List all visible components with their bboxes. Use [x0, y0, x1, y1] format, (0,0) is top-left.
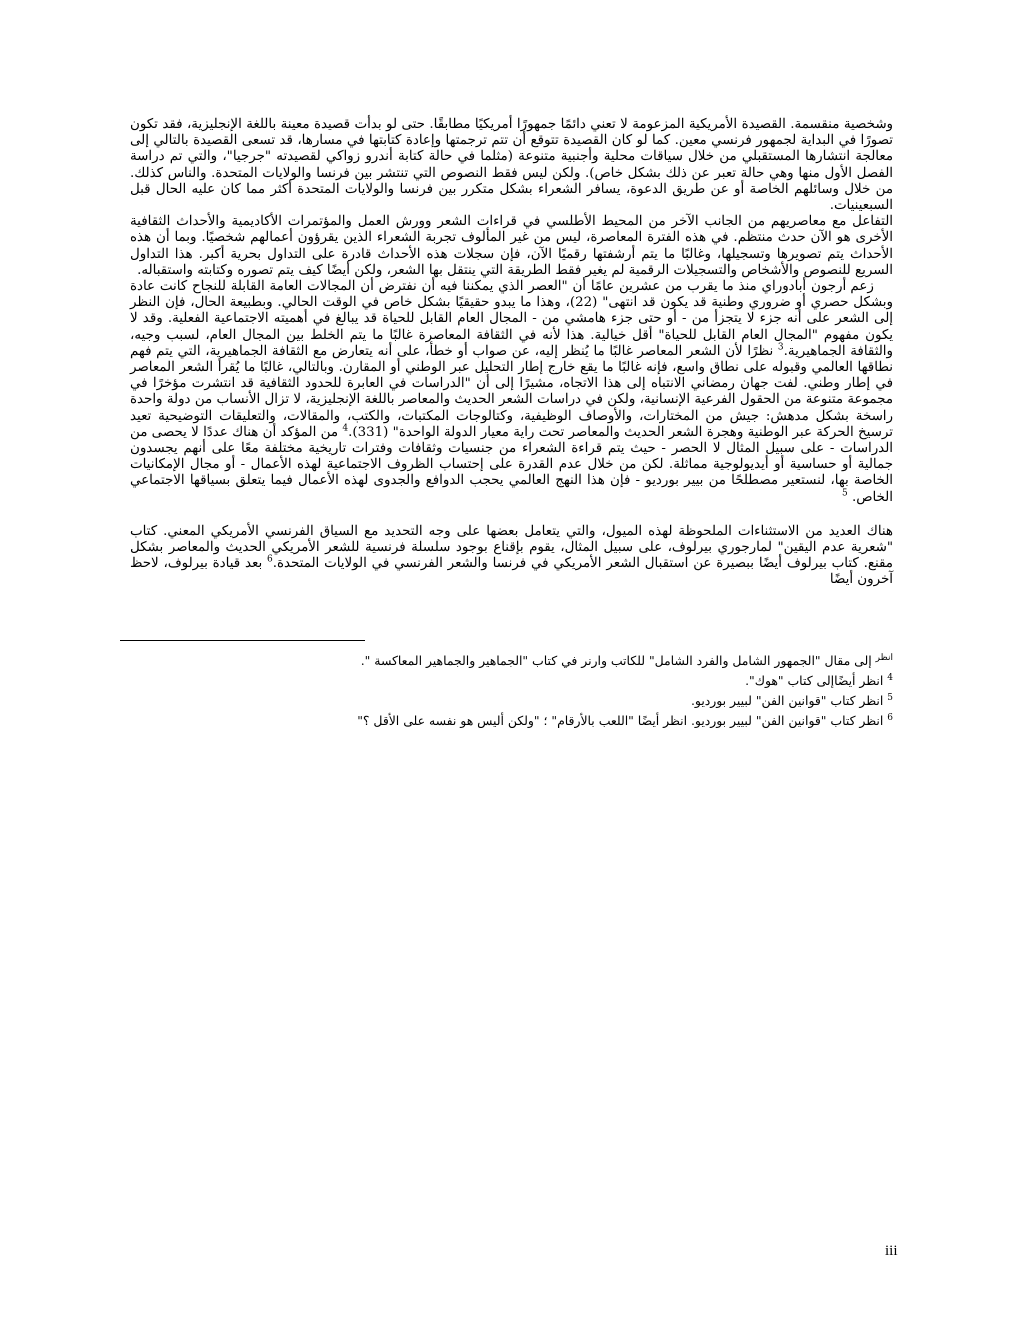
- footnote: [180, 671, 893, 691]
- footnote-text: انظر كتاب "قوانين الفن" لبيير بورديو.: [690, 693, 888, 708]
- footnotes: [180, 651, 893, 731]
- footnote-mark: 6: [887, 712, 893, 723]
- footnote-divider: [120, 640, 365, 641]
- footnote-mark: 4: [887, 672, 893, 683]
- footnote: [180, 691, 893, 711]
- footnote-ref: 5: [842, 488, 848, 499]
- footnote-text: انظر كتاب "قوانين الفن" لبيير بورديو. انظر أيضًا "اللعب بالأرقام" ؛ "ولكن أليس هو نفسه على الأقل ؟": [357, 713, 888, 728]
- body-text: [130, 117, 893, 589]
- footnote-text: انظر أيضًاإلى كتاب "هوك".: [745, 673, 888, 688]
- footnote-ref: 3: [777, 342, 784, 353]
- paragraph-text: التفاعل مع معاصريهم من الجانب الآخر من المحيط الأطلسي في قراءات الشعر وورش العمل والمؤتمرات الأكاديمية والأحداث الثقافية الأخرى هو الآن حدث منتظم. في هذه الفترة المعاصرة، ليس من غير المألوف تجربة الشعراء الذين يقرؤون أعمالهم شخصيًا. وبما أن هذه الأحداث يتم تصويرها وتسجيلها، وغالبًا ما يتم أرشفتها رقميًا الآن، فإن سجلات هذه الأحداث قادرة على التداول بحرية أكبر. هذا التداول السريع للنصوص والأشخاص والتسجيلات الرقمية لم يغير فقط الطريقة التي ينتقل بها الشعر، ولكن أيضًا كيف يتم تصوره وكتابته واستقباله.: [130, 214, 893, 278]
- paragraph-text: بعد قيادة بيرلوف، لاحظ آخرون أيضًا: [130, 556, 893, 588]
- paragraph-text: زعم أرجون أبادوراي منذ ما يقرب من عشرين عامًا أن "العصر الذي يمكننا فيه أن نفترض أن المجالات العامة القابلة للنجاح كانت عادة وبشكل حصري أو ضروري وطنية قد يكون قد انتهى" (22)، وهذا ما يبدو حقيقيًا بشكل خاص في الوقت الحالي. وبطبيعة الحال، فإن النظر إلى الشعر على أنه جزء لا يتجزأ من - أو حتى جزء هامشي من - المجال العام القابل للحياة قد يبالغ في أهميته الاجتماعية الفعلية. وقد لا يكون مفهوم "المجال العام القابل للحياة" أقل خيالية. هذا لأنه في الثقافة المعاصرة غالبًا ما يتم الخلط بين المجال العام، لسبب وجيه، والثقافة الجماهيرية.: [130, 279, 893, 359]
- paragraph: [130, 214, 893, 279]
- footnote-mark: 5: [887, 692, 893, 703]
- footnote-ref: 6: [267, 554, 273, 565]
- footnote-ref: 4: [342, 423, 349, 434]
- paragraph-text: نظرًا لأن الشعر المعاصر غالبًا ما يُنظر إليه، عن صواب أو خطأ، على أنه يتعارض مع الثقافة الجماهيرية، التي يتم فهم نطاقها العالمي وقبوله على نطاق واسع، فإنه غالبًا ما يقع خارج إطار التحليل عبر الوطني أو المقارن. وبالتالي، غالبًا ما يُقرأ الشعر المعاصر في إطار وطني. لفت جهان رمضاني الانتباه إلى هذا الاتجاه، مشيرًا إلى أن "الدراسات في العابرة للحدود الثقافية قد انتشرت مؤخرًا في مجموعة متنوعة من الحقول الفرعية الإنسانية، ولكن في دراسات الشعر الحديث والمعاصر باللغة الإنجليزية، لا تزال الأنساب من دولة واحدة راسخة بشكل مدهش: جيش من المختارات، والأوصاف الوظيفية، وكتالوجات المكتبات، والكتب، والمقالات، والتعليقات التوضيحية تعيد ترسيخ الحركة عبر الوطنية وهجرة الشعر الحديث والمعاصر تحت راية معيار الدولة الواحدة" (331).: [130, 343, 893, 440]
- footnote-mark: انظر: [875, 652, 893, 663]
- paragraph-text: من المؤكد أن هناك عددًا لا يحصى من الدراسات - على سبيل المثال لا الحصر - حيث يتم قراءة الشعراء من جنسيات وثقافات وفترات تاريخية مختلفة معًا على أنهم يجسدون جمالية أو حساسية أو أيديولوجية مماثلة. لكن من خلال عدم القدرة على إحتساب الظروف الاجتماعية لهذه الأعمال - أو مجال الإمكانيات الخاصة بها، لنستعير مصطلحًا من بيير بورديو - فإن هذا النهج العالمي يحجب الدوافع والجدوى لهذه الأعمال فيما يتعلق بسياقها الاجتماعي الخاص.: [130, 424, 893, 505]
- paragraph-text: هناك العديد من الاستثناءات الملحوظة لهذه الميول، والتي يتعامل بعضها على وجه التحديد مع السياق الفرنسي الأمريكي المعني. كتاب "شعرية عدم اليقين" لمارجوري بيرلوف، على سبيل المثال، يقوم بإقناع بوجود سلسلة فرنسية للشعر الأمريكي الحديث والمعاصر بشكل مقنع. كتاب بيرلوف أيضًا ببصيرة عن استقبال الشعر الأمريكي في فرنسا والشعر الفرنسي في الولايات المتحدة.: [130, 523, 893, 572]
- footnote: [180, 711, 893, 731]
- paragraph: [130, 117, 893, 214]
- paragraph: [130, 279, 893, 506]
- footnote: [180, 651, 893, 671]
- paragraph: [130, 524, 893, 589]
- footnote-text: إلى مقال "الجمهور الشامل والفرد الشامل" للكاتب وارنر في كتاب "الجماهير والجماهير المعاكسة ".: [360, 653, 876, 668]
- paragraph-text: وشخصية منقسمة. القصيدة الأمريكية المزعومة لا تعني دائمًا جمهورًا أمريكيًا مطابقًا. حتى لو بدأت قصيدة معينة باللغة الإنجليزية، فقد تكون تصورًا في البداية لجمهور فرنسي معين. كما لو كان القصيدة تتوقع أن تتم ترجمتها وإعادة كتابتها في مسارها، قد تسعى القصيدة بالتالي إلى معالجة انتشارها المستقبلي من خلال سياقات محلية وأجنبية متنوعة (مثلما في حالة كتابة أندرو زواكي لقصيدته "جرجيا"، والتي تم دراسة الفصل الأول منها وهي حالة تعبر عن ذلك بشكل خاص). ولكن ليس فقط النصوص التي تنتشر بين فرنسا والولايات المتحدة. والناس كذلك. من خلال وسائلهم الخاصة أو عن طريق الدعوة، يسافر الشعراء بشكل متكرر بين فرنسا والولايات المتحدة أكثر مما كان عليه الحال قبل السبعينيات.: [130, 117, 893, 214]
- page-number: iii: [885, 1243, 898, 1259]
